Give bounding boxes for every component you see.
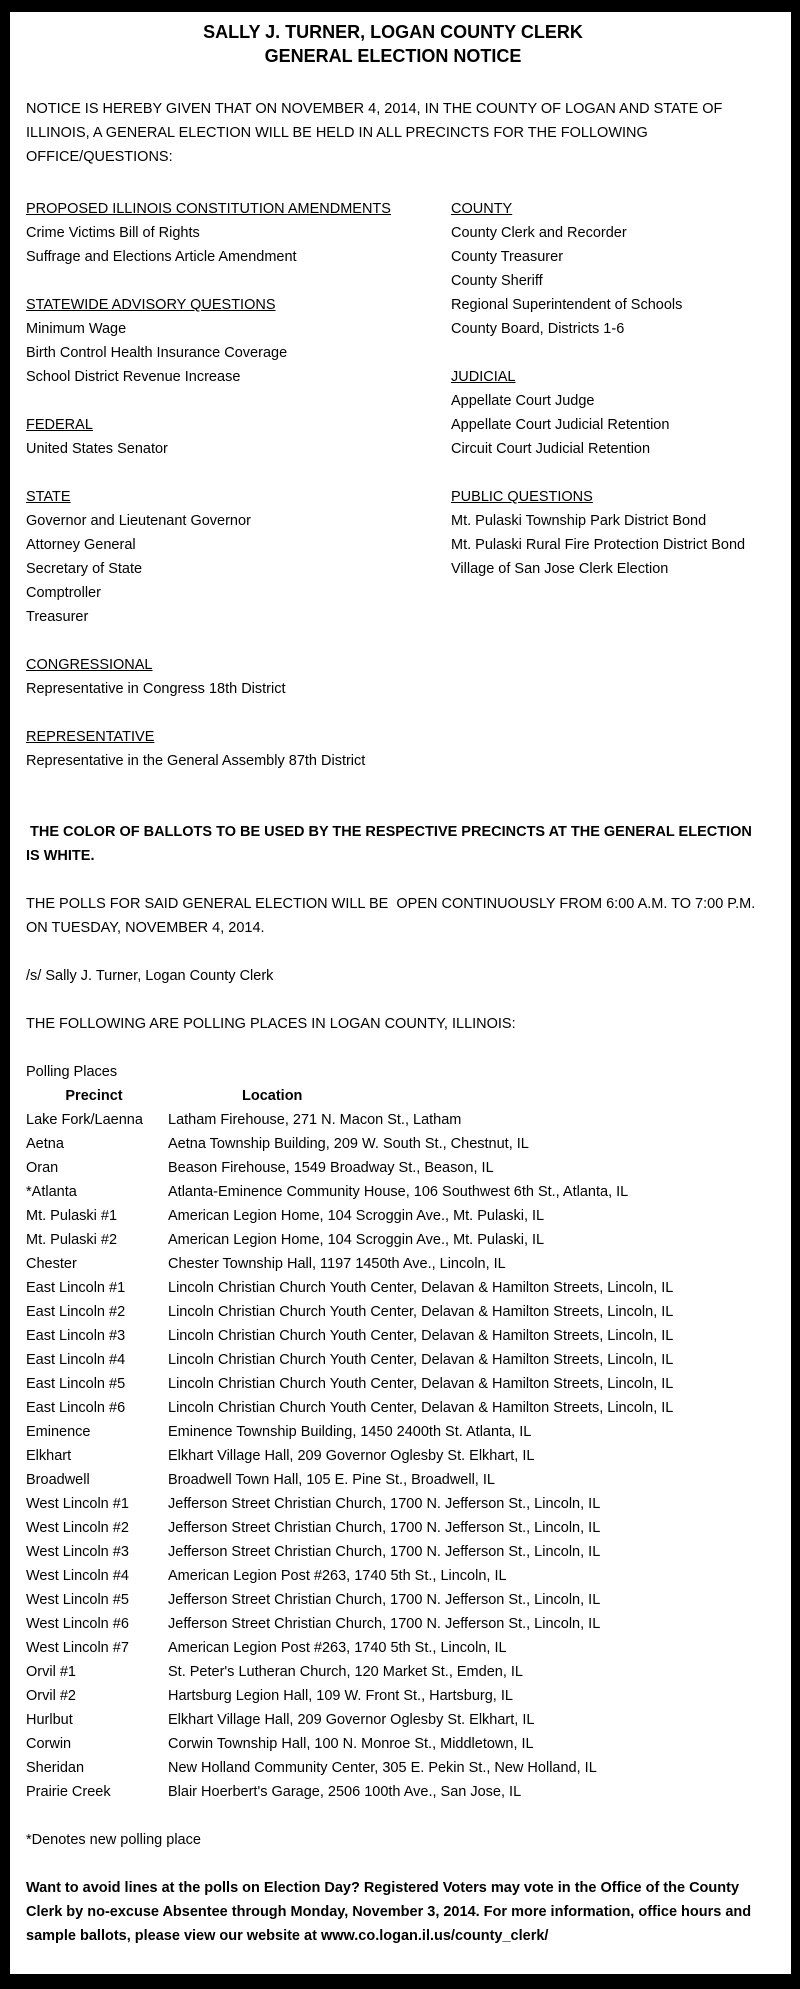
precinct-cell: Corwin [26,1736,72,1752]
polling-place-row [26,1708,760,1732]
polling-place-row [26,1156,760,1180]
precinct-cell: Mt. Pulaski #1 [26,1208,118,1224]
precinct-cell: Chester [26,1256,77,1272]
office-item: County Treasurer [451,249,564,265]
office-item: County Clerk and Recorder [451,225,627,241]
office-item: Mt. Pulaski Township Park District Bond [451,513,707,529]
precinct-cell: Orvil #2 [26,1688,76,1704]
location-cell: Aetna Township Building, 209 W. South St., Chestnut, IL [168,1136,529,1152]
location-cell: Lincoln Christian Church Youth Center, Delavan & Hamilton Streets, Lincoln, IL [168,1352,674,1368]
polling-place-row [26,1588,760,1612]
polling-table-header [26,1084,760,1108]
office-group [26,725,451,773]
polling-place-row [26,1468,760,1492]
notice-intro-paragraph [26,97,760,169]
office-item: County Board, Districts 1-6 [451,321,625,337]
office-group-heading: PROPOSED ILLINOIS CONSTITUTION AMENDMENTS [26,201,391,217]
location-cell: Latham Firehouse, 271 N. Macon St., Latham [168,1112,462,1128]
location-cell: St. Peter's Lutheran Church, 120 Market St., Emden, IL [168,1664,523,1680]
precinct-cell: West Lincoln #5 [26,1592,129,1608]
location-cell: American Legion Post #263, 1740 5th St., Lincoln, IL [168,1640,507,1656]
polls-line: THE POLLS FOR SAID GENERAL ELECTION WILL BE OPEN CONTINUOUSLY FROM 6:00 A.M. TO 7:00 P.M. [26,896,756,912]
precinct-cell: West Lincoln #3 [26,1544,129,1560]
office-group [451,197,760,341]
precinct-cell: East Lincoln #3 [26,1328,126,1344]
office-group [26,653,451,701]
office-item: County Sheriff [451,273,543,289]
office-item: Representative in the General Assembly 87th District [26,753,366,769]
polling-place-row [26,1660,760,1684]
location-cell: New Holland Community Center, 305 E. Pekin St., New Holland, IL [168,1760,597,1776]
precinct-cell: Prairie Creek [26,1784,111,1800]
location-cell: Hartsburg Legion Hall, 109 W. Front St., Hartsburg, IL [168,1688,513,1704]
location-cell: American Legion Post #263, 1740 5th St., Lincoln, IL [168,1568,507,1584]
polling-place-row [26,1252,760,1276]
polling-place-row [26,1732,760,1756]
precinct-cell: East Lincoln #5 [26,1376,126,1392]
ballot-color-paragraph [26,820,760,868]
polling-place-row [26,1444,760,1468]
absentee-line: Clerk by no-excuse Absentee through Monday, November 3, 2014. For more information, office hours and [26,1904,752,1920]
precinct-cell: West Lincoln #7 [26,1640,129,1656]
location-cell: Beason Firehouse, 1549 Broadway St., Beason, IL [168,1160,494,1176]
precinct-cell: Elkhart [26,1448,72,1464]
polling-place-row [26,1300,760,1324]
intro-line: NOTICE IS HEREBY GIVEN THAT ON NOVEMBER 4, 2014, IN THE COUNTY OF LOGAN AND STATE OF [26,101,723,117]
location-cell: American Legion Home, 104 Scroggin Ave., Mt. Pulaski, IL [168,1208,545,1224]
office-group [451,485,760,581]
office-item: Mt. Pulaski Rural Fire Protection District Bond [451,537,746,553]
precinct-cell: West Lincoln #6 [26,1616,129,1632]
intro-line: ILLINOIS, A GENERAL ELECTION WILL BE HELD IN ALL PRECINCTS FOR THE FOLLOWING [26,125,648,141]
polling-place-row [26,1420,760,1444]
office-item: Secretary of State [26,561,143,577]
polling-place-row [26,1180,760,1204]
office-group-heading: COUNTY [451,201,513,217]
precinct-cell: *Atlanta [26,1184,77,1200]
polling-place-row [26,1396,760,1420]
precinct-cell: Aetna [26,1136,64,1152]
page-title [26,20,760,68]
location-cell: Broadwell Town Hall, 105 E. Pine St., Broadwell, IL [168,1472,495,1488]
polls-line: ON TUESDAY, NOVEMBER 4, 2014. [26,920,265,936]
precinct-column-header: Precinct [65,1088,123,1104]
polling-place-row [26,1372,760,1396]
location-cell: Jefferson Street Christian Church, 1700 N. Jefferson St., Lincoln, IL [168,1520,601,1536]
office-column-right [451,197,760,773]
location-cell: Elkhart Village Hall, 209 Governor Oglesby St. Elkhart, IL [168,1448,535,1464]
precinct-cell: East Lincoln #4 [26,1352,126,1368]
absentee-line: Want to avoid lines at the polls on Election Day? Registered Voters may vote in the Office of the County [26,1880,740,1896]
office-item: Comptroller [26,585,101,601]
polling-place-row [26,1612,760,1636]
precinct-cell: Lake Fork/Laenna [26,1112,143,1128]
polling-place-row [26,1780,760,1804]
office-item: Governor and Lieutenant Governor [26,513,251,529]
intro-line: OFFICE/QUESTIONS: [26,149,173,165]
office-item: Appellate Court Judge [451,393,595,409]
office-item: Treasurer [26,609,89,625]
location-column-header: Location [242,1088,303,1104]
page-title-line-2: GENERAL ELECTION NOTICE [264,46,522,66]
location-cell: Chester Township Hall, 1197 1450th Ave., Lincoln, IL [168,1256,506,1272]
office-group [26,413,451,461]
precinct-cell: East Lincoln #6 [26,1400,126,1416]
absentee-line: sample ballots, please view our website at www.co.logan.il.us/county_clerk/ [26,1928,549,1944]
polling-place-row [26,1204,760,1228]
precinct-cell: West Lincoln #4 [26,1568,129,1584]
office-column-left [26,197,451,773]
notice-content [10,12,791,1948]
office-group [26,197,451,269]
office-columns [26,197,760,773]
office-item: Minimum Wage [26,321,127,337]
ballot_color-line: THE COLOR OF BALLOTS TO BE USED BY THE RESPECTIVE PRECINCTS AT THE GENERAL ELECTION [26,824,752,840]
precinct-cell: Oran [26,1160,59,1176]
location-cell: Jefferson Street Christian Church, 1700 N. Jefferson St., Lincoln, IL [168,1544,601,1560]
polling-place-row [26,1228,760,1252]
office-item: United States Senator [26,441,168,457]
office-group [451,365,760,461]
office-group-heading: REPRESENTATIVE [26,729,155,745]
office-item: School District Revenue Increase [26,369,241,385]
office-group-heading: CONGRESSIONAL [26,657,153,673]
clerk-signature: /s/ Sally J. Turner, Logan County Clerk [26,968,274,984]
location-cell: Lincoln Christian Church Youth Center, Delavan & Hamilton Streets, Lincoln, IL [168,1376,674,1392]
office-item: Regional Superintendent of Schools [451,297,683,313]
location-cell: Eminence Township Building, 1450 2400th St. Atlanta, IL [168,1424,532,1440]
polling-place-row [26,1756,760,1780]
location-cell: Blair Hoerbert's Garage, 2506 100th Ave., San Jose, IL [168,1784,522,1800]
new-polling-place-footnote: *Denotes new polling place [26,1832,201,1848]
office-group-heading: STATE [26,489,71,505]
ballot_color-line: IS WHITE. [26,848,95,864]
office-group [26,485,451,629]
location-cell: Jefferson Street Christian Church, 1700 N. Jefferson St., Lincoln, IL [168,1592,601,1608]
location-cell: Lincoln Christian Church Youth Center, Delavan & Hamilton Streets, Lincoln, IL [168,1304,674,1320]
polling-place-row [26,1348,760,1372]
polls-hours-paragraph [26,892,760,940]
precinct-cell: West Lincoln #2 [26,1520,129,1536]
location-cell: Atlanta-Eminence Community House, 106 Southwest 6th St., Atlanta, IL [168,1184,629,1200]
polling-place-row [26,1132,760,1156]
office-group-heading: JUDICIAL [451,369,516,385]
polling-places-label: Polling Places [26,1064,118,1080]
precinct-cell: Eminence [26,1424,91,1440]
polling-place-row [26,1516,760,1540]
office-item: Representative in Congress 18th District [26,681,286,697]
polling-place-row [26,1636,760,1660]
office-group-heading: PUBLIC QUESTIONS [451,489,593,505]
location-cell: Lincoln Christian Church Youth Center, Delavan & Hamilton Streets, Lincoln, IL [168,1280,674,1296]
location-cell: Lincoln Christian Church Youth Center, Delavan & Hamilton Streets, Lincoln, IL [168,1328,674,1344]
location-cell: Elkhart Village Hall, 209 Governor Oglesby St. Elkhart, IL [168,1712,535,1728]
precinct-cell: East Lincoln #1 [26,1280,126,1296]
precinct-cell: Hurlbut [26,1712,73,1728]
office-item: Village of San Jose Clerk Election [451,561,669,577]
precinct-cell: Sheridan [26,1760,85,1776]
office-item: Attorney General [26,537,136,553]
polling-place-row [26,1684,760,1708]
precinct-cell: West Lincoln #1 [26,1496,129,1512]
absentee-voting-paragraph [26,1876,760,1948]
location-cell: Lincoln Christian Church Youth Center, Delavan & Hamilton Streets, Lincoln, IL [168,1400,674,1416]
polling-place-row [26,1540,760,1564]
polling-place-row [26,1108,760,1132]
precinct-cell: East Lincoln #2 [26,1304,126,1320]
location-cell: Jefferson Street Christian Church, 1700 N. Jefferson St., Lincoln, IL [168,1496,601,1512]
office-item: Circuit Court Judicial Retention [451,441,651,457]
polling-place-row [26,1564,760,1588]
office-item: Crime Victims Bill of Rights [26,225,200,241]
precinct-cell: Mt. Pulaski #2 [26,1232,118,1248]
precinct-cell: Broadwell [26,1472,90,1488]
polling-places-intro: THE FOLLOWING ARE POLLING PLACES IN LOGAN COUNTY, ILLINOIS: [26,1016,516,1032]
polling-place-row [26,1276,760,1300]
office-item: Suffrage and Elections Article Amendment [26,249,297,265]
location-cell: Corwin Township Hall, 100 N. Monroe St., Middletown, IL [168,1736,534,1752]
polling-table-body [26,1108,760,1804]
office-group [26,293,451,389]
office-item: Appellate Court Judicial Retention [451,417,670,433]
polling-place-row [26,1324,760,1348]
notice-page [10,12,791,1974]
precinct-cell: Orvil #1 [26,1664,76,1680]
location-cell: American Legion Home, 104 Scroggin Ave., Mt. Pulaski, IL [168,1232,545,1248]
polling-place-row [26,1492,760,1516]
office-item: Birth Control Health Insurance Coverage [26,345,288,361]
page-title-line-1: SALLY J. TURNER, LOGAN COUNTY CLERK [203,22,583,42]
location-cell: Jefferson Street Christian Church, 1700 N. Jefferson St., Lincoln, IL [168,1616,601,1632]
office-group-heading: FEDERAL [26,417,93,433]
office-group-heading: STATEWIDE ADVISORY QUESTIONS [26,297,276,313]
